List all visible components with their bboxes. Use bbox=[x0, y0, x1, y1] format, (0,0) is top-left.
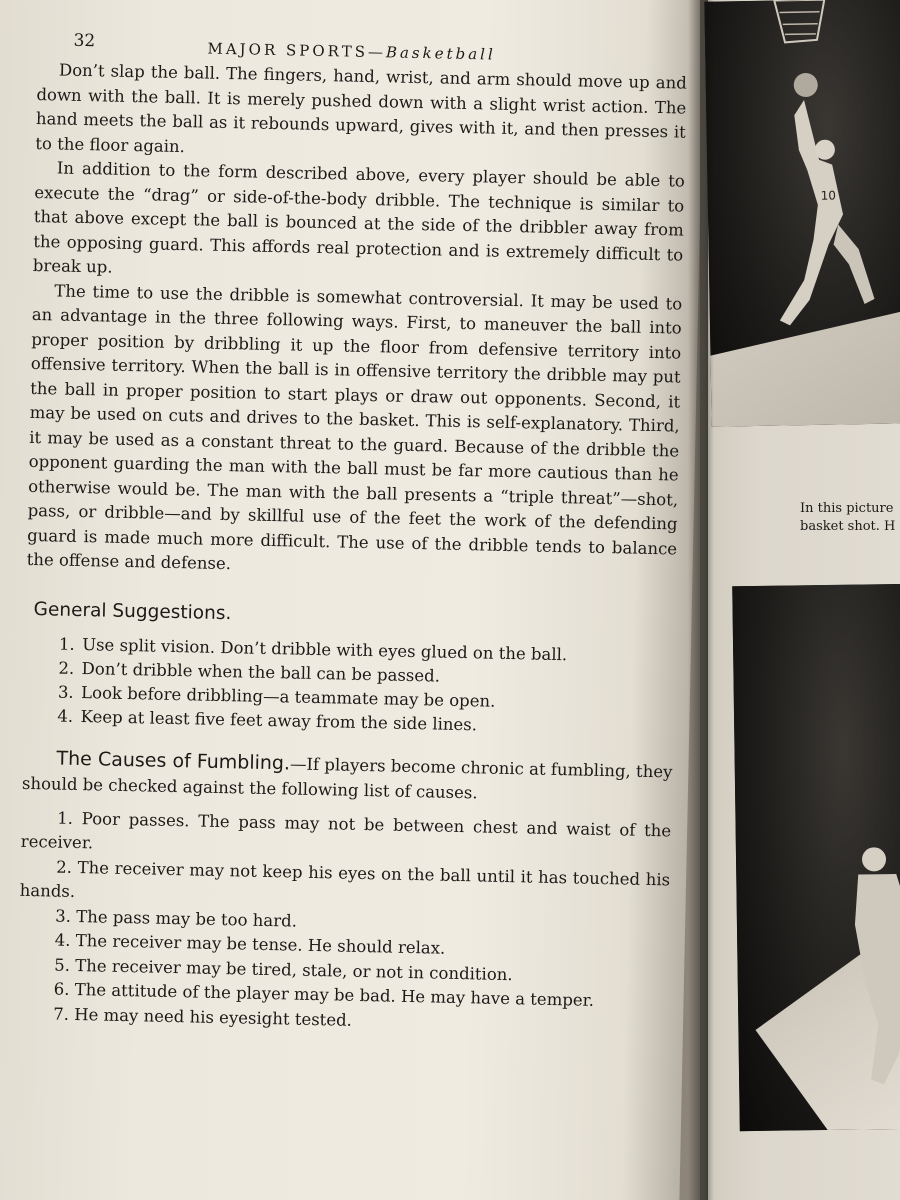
list-number: 2. bbox=[58, 658, 75, 678]
section-heading-general-suggestions: General Suggestions. bbox=[33, 598, 232, 624]
jersey-number: 10 bbox=[820, 188, 837, 203]
paragraph: In addition to the form described above, every player should be able to execute the “drag” or side-of-the-body dribble. The technique is similar to that above except the ball is bounced at the side of the dribbler away from the opposing guard. This affords real protection and is extremely difficult to break up. bbox=[32, 158, 685, 277]
list-number: 4. bbox=[54, 930, 71, 950]
list-number: 1. bbox=[57, 808, 74, 828]
basketball-photo-top bbox=[704, 0, 900, 427]
causes-list bbox=[17, 805, 671, 1039]
player-body bbox=[854, 874, 900, 1085]
list-text: Look before dribbling—a teammate may be open. bbox=[80, 682, 496, 711]
list-number: 7. bbox=[52, 1004, 70, 1024]
list-text: Poor passes. The pass may not be between chest and waist of the receiver. bbox=[20, 808, 672, 853]
list-text: Keep at least five feet away from the side lines. bbox=[80, 706, 478, 734]
suggestions-list bbox=[23, 631, 675, 741]
photo-caption: In this picture basket shot. H bbox=[800, 501, 896, 534]
net-lines bbox=[780, 12, 820, 35]
list-number: 5. bbox=[54, 955, 71, 975]
list-number: 3. bbox=[55, 906, 72, 926]
list-text: He may need his eyesight tested. bbox=[73, 1004, 353, 1030]
list-text: Don’t dribble when the ball can be passed. bbox=[81, 658, 441, 686]
player-leg bbox=[833, 224, 874, 305]
page-content bbox=[17, 20, 688, 1039]
running-title bbox=[207, 40, 496, 64]
list-number: 6. bbox=[53, 979, 70, 999]
page-number: 32 bbox=[73, 30, 96, 52]
section-heading-causes-of-fumbling: The Causes of Fumbling. bbox=[56, 747, 291, 774]
basketball-photo-bottom bbox=[732, 584, 900, 1131]
running-title-main: MAJOR SPORTS— bbox=[207, 39, 387, 62]
player-body bbox=[776, 99, 845, 325]
list-text: The attitude of the player may be bad. He may have a temper. bbox=[74, 979, 595, 1010]
list-text: The receiver may be tired, stale, or not in condition. bbox=[75, 955, 513, 984]
list-number: 3. bbox=[57, 682, 74, 702]
list-text: The pass may be too hard. bbox=[76, 906, 298, 931]
list-number: 2. bbox=[56, 857, 73, 877]
list-text: The receiver may not keep his eyes on the ball until it has touched his hands. bbox=[19, 857, 671, 901]
list-text: The receiver may be tense. He should relax. bbox=[75, 930, 446, 958]
paragraph: The time to use the dribble is somewhat controversial. It may be used to an advantage in the three following ways. First, to maneuver the ball into proper position by dribbling it up the floor from defensive territory into offensive territory. When the ball is in offensive territory the dribble may put the ball in proper position to start plays or draw out opponents. Second, it may be used on cuts and drives to the basket. This is self-explanatory. Third, it may be used as a constant threat to the guard. Because of the dribble the opponent guarding the man with the ball must be far more cautious than he otherwise would be. The man with the ball presents a “triple threat”—shot, pass, or dribble—and by skillful use of the feet the work of the defending guard is made much more difficult. The use of the dribble tends to balance the offense and defense. bbox=[26, 280, 683, 574]
causes-of-fumbling-paragraph bbox=[22, 745, 673, 809]
paragraph: Don’t slap the ball. The fingers, hand, wrist, and arm should move up and down with the ball. It is merely pushed down with a slight wrist action. The hand meets the ball as it rebounds upward, gives with it, and then presses it to the floor again. bbox=[35, 60, 688, 156]
running-title-italic: Basketball bbox=[385, 43, 496, 64]
basket-net-icon bbox=[774, 0, 825, 43]
causes-intro: —If players become chronic at fumbling, they should be checked against the following list of causes. bbox=[21, 753, 673, 802]
player-shooting-figure bbox=[704, 0, 900, 427]
basketball-icon bbox=[794, 73, 818, 97]
list-number: 1. bbox=[58, 634, 75, 654]
book-gutter bbox=[688, 0, 708, 1200]
player-head bbox=[862, 847, 886, 871]
list-number: 4. bbox=[57, 706, 74, 726]
player-guarding-figure bbox=[732, 584, 900, 1131]
list-text: Use split vision. Don’t dribble with eyes glued on the ball. bbox=[81, 634, 568, 664]
